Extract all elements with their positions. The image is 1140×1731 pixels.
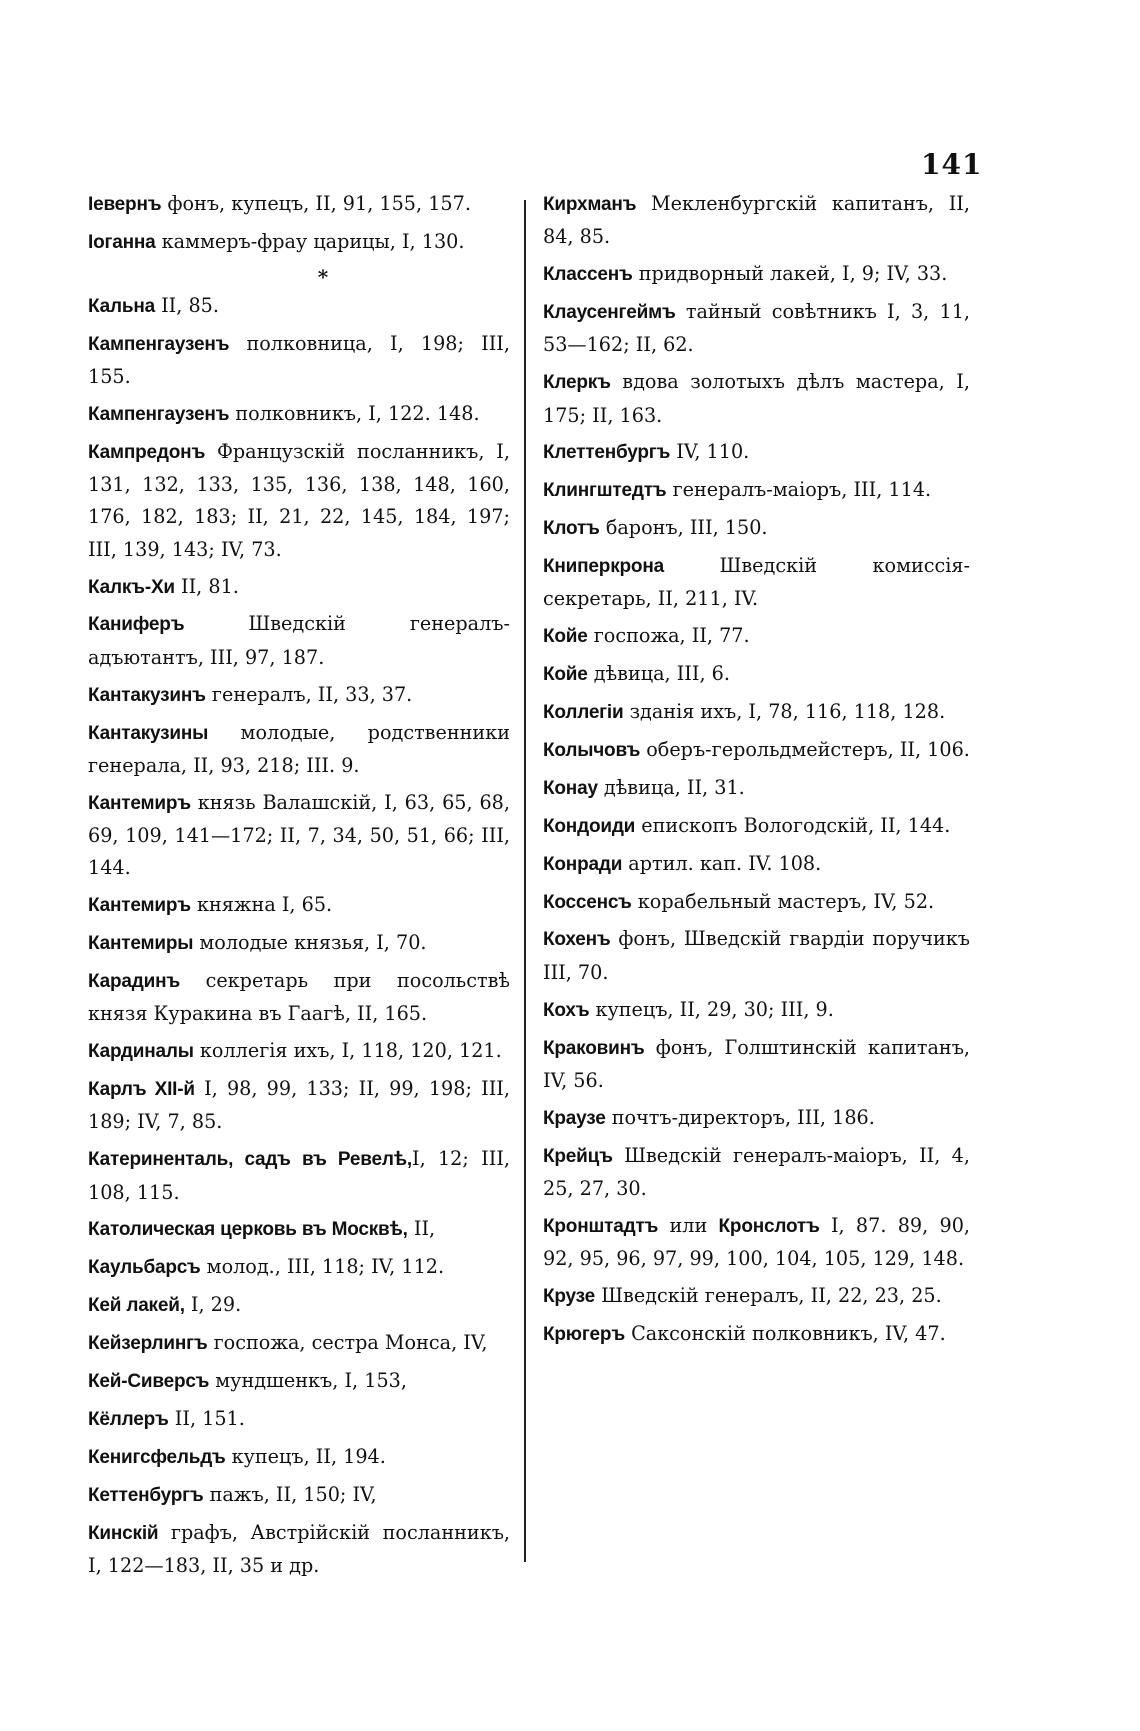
index-entry [88, 608, 510, 674]
entry-headword: Кампредонъ [88, 441, 206, 463]
entry-headword: Кантакузины [88, 722, 209, 744]
entry-headword: Конради [543, 853, 623, 875]
entry-headword: Кей лакей, [88, 1295, 185, 1317]
index-entry [543, 474, 970, 507]
entry-references: I, 98, 99, 133; II, 99, 198; III, 189; IV, 7, 85. [88, 1077, 510, 1134]
index-entry [543, 994, 970, 1027]
index-entry [543, 1280, 970, 1313]
index-column-left [88, 188, 510, 1587]
index-entry [88, 226, 510, 259]
entry-headword: Краковинъ [543, 1037, 645, 1059]
entry-references: Мекленбургскій капитанъ, II, 84, 85. [543, 192, 970, 249]
entry-references: госпожа, II, 77. [587, 624, 750, 648]
entry-references: придворный лакей, I, 9; IV, 33. [632, 262, 948, 286]
entry-headword: Кондоиди [543, 815, 636, 837]
page-number: 141 [921, 148, 983, 181]
entry-headword: Кохенъ [543, 929, 611, 951]
entry-references: генералъ-маіоръ, III, 114. [666, 478, 932, 502]
entry-headword: Кенигсфельдъ [88, 1446, 226, 1468]
index-entry [88, 1403, 510, 1436]
index-entry [543, 848, 970, 881]
index-entry [88, 188, 510, 221]
index-entry [88, 1289, 510, 1322]
index-entry [88, 1479, 510, 1512]
entry-headword: Кеттенбургъ [88, 1484, 204, 1506]
entry-references: графъ, Австрійскій посланникъ, I, 122—183, II, 35 и др. [88, 1520, 510, 1577]
index-entry [88, 1517, 510, 1583]
entry-headword: Классенъ [543, 264, 633, 286]
entry-headword: Кантемиры [88, 933, 194, 955]
entry-headword: Кронштадтъ [543, 1215, 659, 1237]
index-entry [88, 436, 510, 566]
entry-references: оберъ-герольдмейстеръ, II, 106. [640, 737, 970, 761]
index-entry [543, 1318, 970, 1351]
entry-references: пажъ, II, 150; IV, [203, 1482, 377, 1506]
index-entry [88, 889, 510, 922]
index-entry [543, 436, 970, 469]
entry-references: генералъ, II, 33, 37. [205, 682, 413, 706]
entry-references: мундшенкъ, I, 153, [209, 1368, 407, 1392]
entry-references: фонъ, Шведскій гвардіи поручикъ III, 70. [543, 927, 970, 984]
index-entry [88, 1441, 510, 1474]
entry-references: II, 81. [174, 574, 239, 598]
entry-headword: Крузе [543, 1285, 596, 1307]
index-entry [543, 550, 970, 616]
entry-headword: Клеркъ [543, 372, 611, 394]
entry-references: коллегія ихъ, I, 118, 120, 121. [193, 1039, 502, 1063]
entry-references: молодые, родственники генерала, II, 93, 218; III. 9. [88, 720, 510, 777]
entry-headword: Кохъ [543, 999, 590, 1021]
entry-headword: Клеттенбургъ [543, 442, 671, 464]
entry-headword: Карлъ XII-й [88, 1079, 195, 1101]
index-entry [543, 1032, 970, 1098]
entry-headword: Кантемиръ [88, 792, 191, 814]
entry-references: Шведскій генералъ, II, 22, 23, 25. [595, 1283, 942, 1307]
entry-headword: Крюгеръ [543, 1323, 625, 1345]
column-divider [524, 200, 526, 1562]
entry-headword: Карадинъ [88, 970, 181, 992]
entry-headword: Койе [543, 664, 588, 686]
entry-headword: Кейзерлингъ [88, 1333, 208, 1355]
index-entry [88, 965, 510, 1031]
entry-references: епископъ Вологодскій, II, 144. [635, 813, 951, 837]
entry-references: Шведскій комиссія-секретарь, II, 211, IV. [543, 554, 970, 611]
index-entry [543, 296, 970, 362]
entry-headword: Колычовъ [543, 739, 641, 761]
entry-headword: Кампенгаузенъ [88, 403, 230, 425]
index-entry [88, 290, 510, 323]
index-entry [88, 571, 510, 604]
entry-references: каммеръ-фрау царицы, I, 130. [155, 229, 465, 253]
entry-references: корабельный мастеръ, IV, 52. [631, 889, 935, 913]
index-entry [88, 1327, 510, 1360]
index-entry [543, 923, 970, 989]
index-entry [543, 658, 970, 691]
index-entry [88, 1143, 510, 1209]
entry-references: I, 87. 89, 90, 92, 95, 96, 97, 99, 100, 104, 105, 129, 148. [543, 1213, 970, 1271]
entry-headword: Іоганна [88, 231, 156, 253]
entry-references: Шведскій генералъ-маіоръ, II, 4, 25, 27, 30. [543, 1143, 970, 1200]
entry-headword: Каульбарсъ [88, 1257, 201, 1279]
entry-references: II, [407, 1217, 436, 1241]
index-entry [543, 772, 970, 805]
entry-headword: Кинскій [88, 1522, 159, 1544]
entry-references: молодые князья, I, 70. [193, 931, 427, 955]
index-entry [543, 886, 970, 919]
entry-references: баронъ, III, 150. [599, 516, 768, 540]
entry-headword: Клаусенгеймъ [543, 302, 676, 324]
entry-headword: Кёллеръ [88, 1408, 169, 1430]
entry-headword: Католическая церковь въ Москвѣ, [88, 1219, 408, 1241]
entry-headword: Клотъ [543, 518, 600, 540]
index-entry [543, 1102, 970, 1135]
index-entry [543, 366, 970, 432]
index-entry [88, 1073, 510, 1139]
entry-references: I, 12; III, 108, 115. [88, 1147, 510, 1204]
entry-references: I, 29. [184, 1293, 242, 1317]
entry-references: Французскій посланникъ, I, 131, 132, 133, 135, 136, 138, 148, 160, 176, 182, 183; II, 21, 22, 145, 184, 197; III, 139, 143; IV, 73. [88, 439, 510, 561]
index-entry [88, 398, 510, 431]
entry-references: Шведскій генералъ-адъютантъ, III, 97, 187. [88, 612, 510, 669]
index-entry [543, 512, 970, 545]
entry-headword: Кантемиръ [88, 895, 191, 917]
entry-references: купецъ, II, 194. [225, 1444, 386, 1468]
index-entry [543, 696, 970, 729]
entry-references: княжна I, 65. [190, 893, 333, 917]
entry-references: дѣвица, III, 6. [587, 662, 730, 686]
entry-headword: Каниферъ [88, 614, 185, 636]
entry-references: вдова золотыхъ дѣлъ мастера, I, 175; II, 163. [543, 370, 970, 427]
entry-headword: Катериненталь, садъ въ Ревелѣ, [88, 1149, 412, 1171]
entry-references: полковникъ, I, 122. 148. [229, 401, 480, 425]
entry-headword: Кантакузинъ [88, 684, 206, 706]
index-entry [543, 734, 970, 767]
entry-headword: Конау [543, 777, 598, 799]
entry-headword: Койе [543, 626, 588, 648]
index-entry [543, 810, 970, 843]
entry-headword: Іевернъ [88, 194, 162, 215]
index-entry [543, 188, 970, 254]
section-separator: * [317, 264, 329, 289]
index-column-right [543, 188, 970, 1356]
entry-references: дѣвица, II, 31. [597, 775, 745, 799]
entry-references: или [658, 1213, 719, 1237]
index-entry [88, 328, 510, 394]
entry-references: зданія ихъ, I, 78, 116, 118, 128. [623, 700, 946, 724]
entry-headword: Коссенсъ [543, 891, 632, 913]
entry-references: Саксонскій полковникъ, IV, 47. [624, 1321, 946, 1345]
index-entry [543, 258, 970, 291]
index-entry [88, 787, 510, 885]
entry-headword: Кирхманъ [543, 194, 637, 215]
index-entry [88, 1251, 510, 1284]
entry-references: князь Валашскій, I, 63, 65, 68, 69, 109, 141—172; II, 7, 34, 50, 51, 66; III, 144. [88, 790, 510, 880]
index-entry [88, 1213, 510, 1246]
entry-references: IV, 110. [670, 440, 750, 464]
index-entry [88, 679, 510, 712]
index-entry [88, 717, 510, 783]
entry-headword: Кальна [88, 295, 155, 317]
entry-headword: Книперкрона [543, 556, 664, 578]
entry-headword: Краузе [543, 1107, 606, 1129]
index-entry [543, 1140, 970, 1206]
entry-references: секретарь при посольствѣ князя Куракина въ Гаагѣ, II, 165. [88, 968, 510, 1026]
entry-headword: Кей-Сиверсъ [88, 1370, 210, 1392]
entry-references: II, 151. [168, 1406, 245, 1430]
entry-references: артил. кап. IV. 108. [622, 851, 822, 875]
entry-references: фонъ, купецъ, II, 91, 155, 157. [161, 192, 471, 215]
entry-headword: Кронслотъ [718, 1215, 820, 1237]
index-entry [88, 1035, 510, 1068]
index-entry [88, 927, 510, 960]
index-entry [543, 620, 970, 653]
entry-references: II, 85. [155, 293, 219, 317]
entry-references: госпожа, сестра Монса, IV, [207, 1331, 488, 1355]
entry-headword: Клингштедтъ [543, 480, 667, 502]
entry-headword: Коллегіи [543, 702, 624, 724]
entry-references: полковница, I, 198; III, 155. [88, 331, 510, 388]
entry-headword: Калкъ-Хи [88, 576, 175, 598]
index-entry [543, 1210, 970, 1276]
entry-references: тайный совѣтникъ I, 3, 11, 53—162; II, 62. [543, 300, 970, 357]
entry-headword: Крейцъ [543, 1145, 613, 1167]
entry-references: молод., III, 118; IV, 112. [200, 1255, 445, 1279]
entry-references: купецъ, II, 29, 30; III, 9. [589, 997, 834, 1021]
index-entry [88, 1365, 510, 1398]
entry-headword: Кардиналы [88, 1041, 194, 1063]
entry-headword: Кампенгаузенъ [88, 333, 230, 355]
entry-references: почтъ-директоръ, III, 186. [605, 1105, 875, 1129]
entry-references: фонъ, Голштинскій капитанъ, IV, 56. [543, 1035, 970, 1092]
